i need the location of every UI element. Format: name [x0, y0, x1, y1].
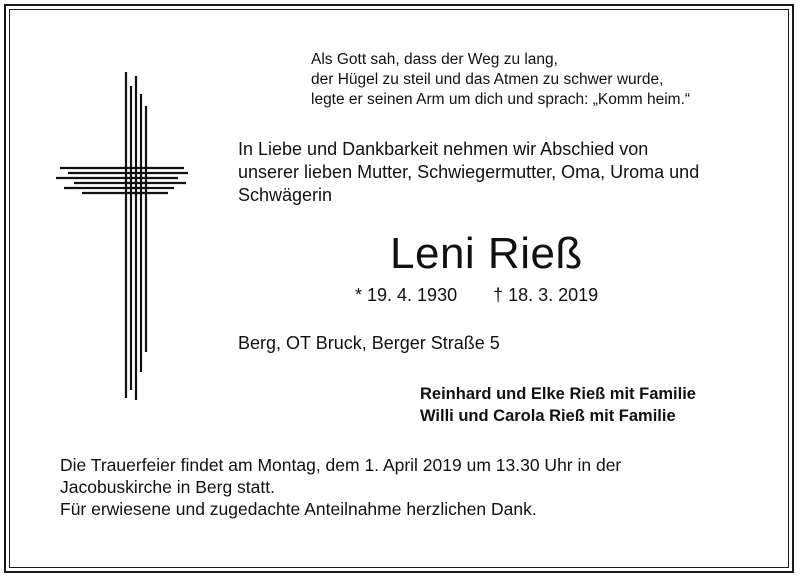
mourner-entry: Willi und Carola Rieß mit Familie [420, 407, 676, 425]
poem-line: Als Gott sah, dass der Weg zu lang, [311, 51, 558, 68]
deceased-name: Leni Rieß [390, 229, 583, 278]
poem-line: legte er seinen Arm um dich und sprach: „Komm heim.“ [311, 91, 691, 108]
birth-date: * 19. 4. 1930 [355, 285, 458, 305]
mourners-list [420, 383, 696, 427]
intro-line: In Liebe und Dankbarkeit nehmen wir Abschied von [238, 139, 649, 159]
poem-line: der Hügel zu steil und das Atmen zu schwer wurde, [311, 71, 664, 88]
intro-line: unserer lieben Mutter, Schwiegermutter, Oma, Uroma und [238, 162, 700, 182]
thanks-note: Für erwiesene und zugedachte Anteilnahme herzlichen Dank. [60, 499, 537, 519]
cross-icon [56, 72, 190, 402]
mourner-entry: Reinhard und Elke Rieß mit Familie [420, 385, 696, 403]
funeral-line: Jacobuskirche in Berg statt. [60, 477, 275, 497]
life-dates [355, 284, 598, 306]
funeral-line: Die Trauerfeier findet am Montag, dem 1. April 2019 um 13.30 Uhr in der [60, 455, 622, 475]
intro-text [238, 138, 699, 207]
address: Berg, OT Bruck, Berger Straße 5 [238, 333, 500, 353]
death-date: † 18. 3. 2019 [493, 285, 599, 305]
funeral-info [60, 454, 621, 498]
poem [311, 50, 690, 110]
intro-line: Schwägerin [238, 185, 333, 205]
